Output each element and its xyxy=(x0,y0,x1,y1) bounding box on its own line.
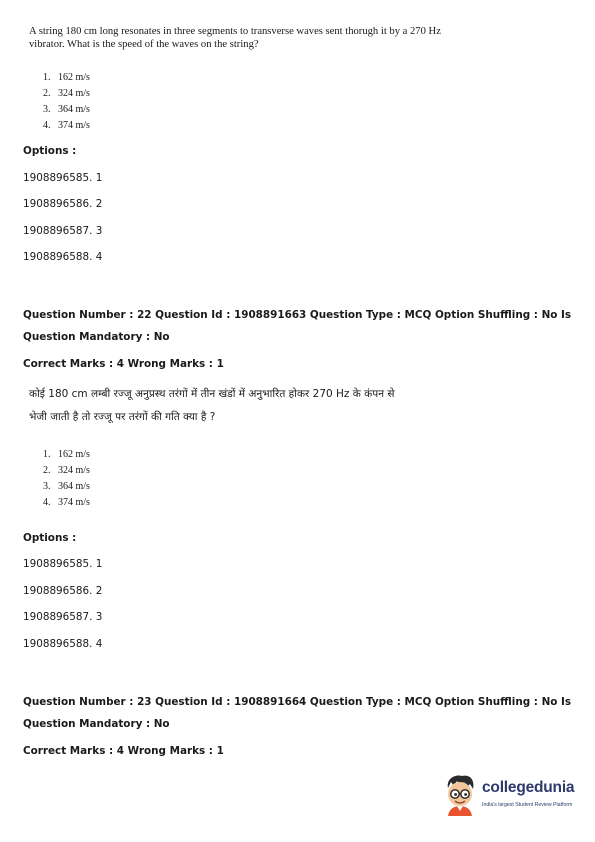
option-id-3: 1908896587. 3 xyxy=(23,225,103,237)
option-id-2: 1908896586. 2 xyxy=(23,198,103,210)
student-mascot-icon xyxy=(440,772,480,816)
option-id-2: 1908896586. 2 xyxy=(23,585,103,597)
options-label: Options : xyxy=(23,145,77,157)
brand-name: collegedunia xyxy=(482,779,575,796)
choice-item: 4. 374 m/s xyxy=(43,497,90,508)
option-id-4: 1908896588. 4 xyxy=(23,251,103,263)
collegedunia-logo xyxy=(440,772,588,818)
choice-item: 1. 162 m/s xyxy=(43,72,90,83)
question-23-mandatory: Question Mandatory : No xyxy=(23,718,170,730)
question-22-text: कोई 180 cm लम्बी रज्जू अनुप्रस्थ तरंगों में तीन खंडों में अनुभारित होकर 270 Hz के कंपन से भेजी जाती है तो रज्जू पर तरंगों की गति क्या है ? xyxy=(29,388,395,423)
option-id-1: 1908896585. 1 xyxy=(23,558,103,570)
question-22-mandatory: Question Mandatory : No xyxy=(23,331,170,343)
question-21-choices xyxy=(43,70,90,134)
option-id-3: 1908896587. 3 xyxy=(23,611,103,623)
choice-item: 1. 162 m/s xyxy=(43,449,90,460)
question-23-marks: Correct Marks : 4 Wrong Marks : 1 xyxy=(23,745,224,757)
choice-item: 2. 324 m/s xyxy=(43,465,90,476)
choice-item: 2. 324 m/s xyxy=(43,88,90,99)
choice-item: 3. 364 m/s xyxy=(43,104,90,115)
question-22-header: Question Number : 22 Question Id : 1908891663 Question Type : MCQ Option Shuffling : No Is xyxy=(23,309,572,321)
choice-item: 4. 374 m/s xyxy=(43,120,90,131)
question-22-choices xyxy=(43,447,90,511)
brand-tagline: India's largest Student Review Platform xyxy=(482,802,573,808)
option-id-4: 1908896588. 4 xyxy=(23,638,103,650)
question-22-marks: Correct Marks : 4 Wrong Marks : 1 xyxy=(23,358,224,370)
question-23-header: Question Number : 23 Question Id : 1908891664 Question Type : MCQ Option Shuffling : No Is xyxy=(23,696,572,708)
choice-item: 3. 364 m/s xyxy=(43,481,90,492)
question-21-text: A string 180 cm long resonates in three segments to transverse waves sent thorugh it by a 270 Hz vibrator. What is the speed of the waves on the string? xyxy=(29,26,441,50)
options-label: Options : xyxy=(23,532,77,544)
option-id-1: 1908896585. 1 xyxy=(23,172,103,184)
